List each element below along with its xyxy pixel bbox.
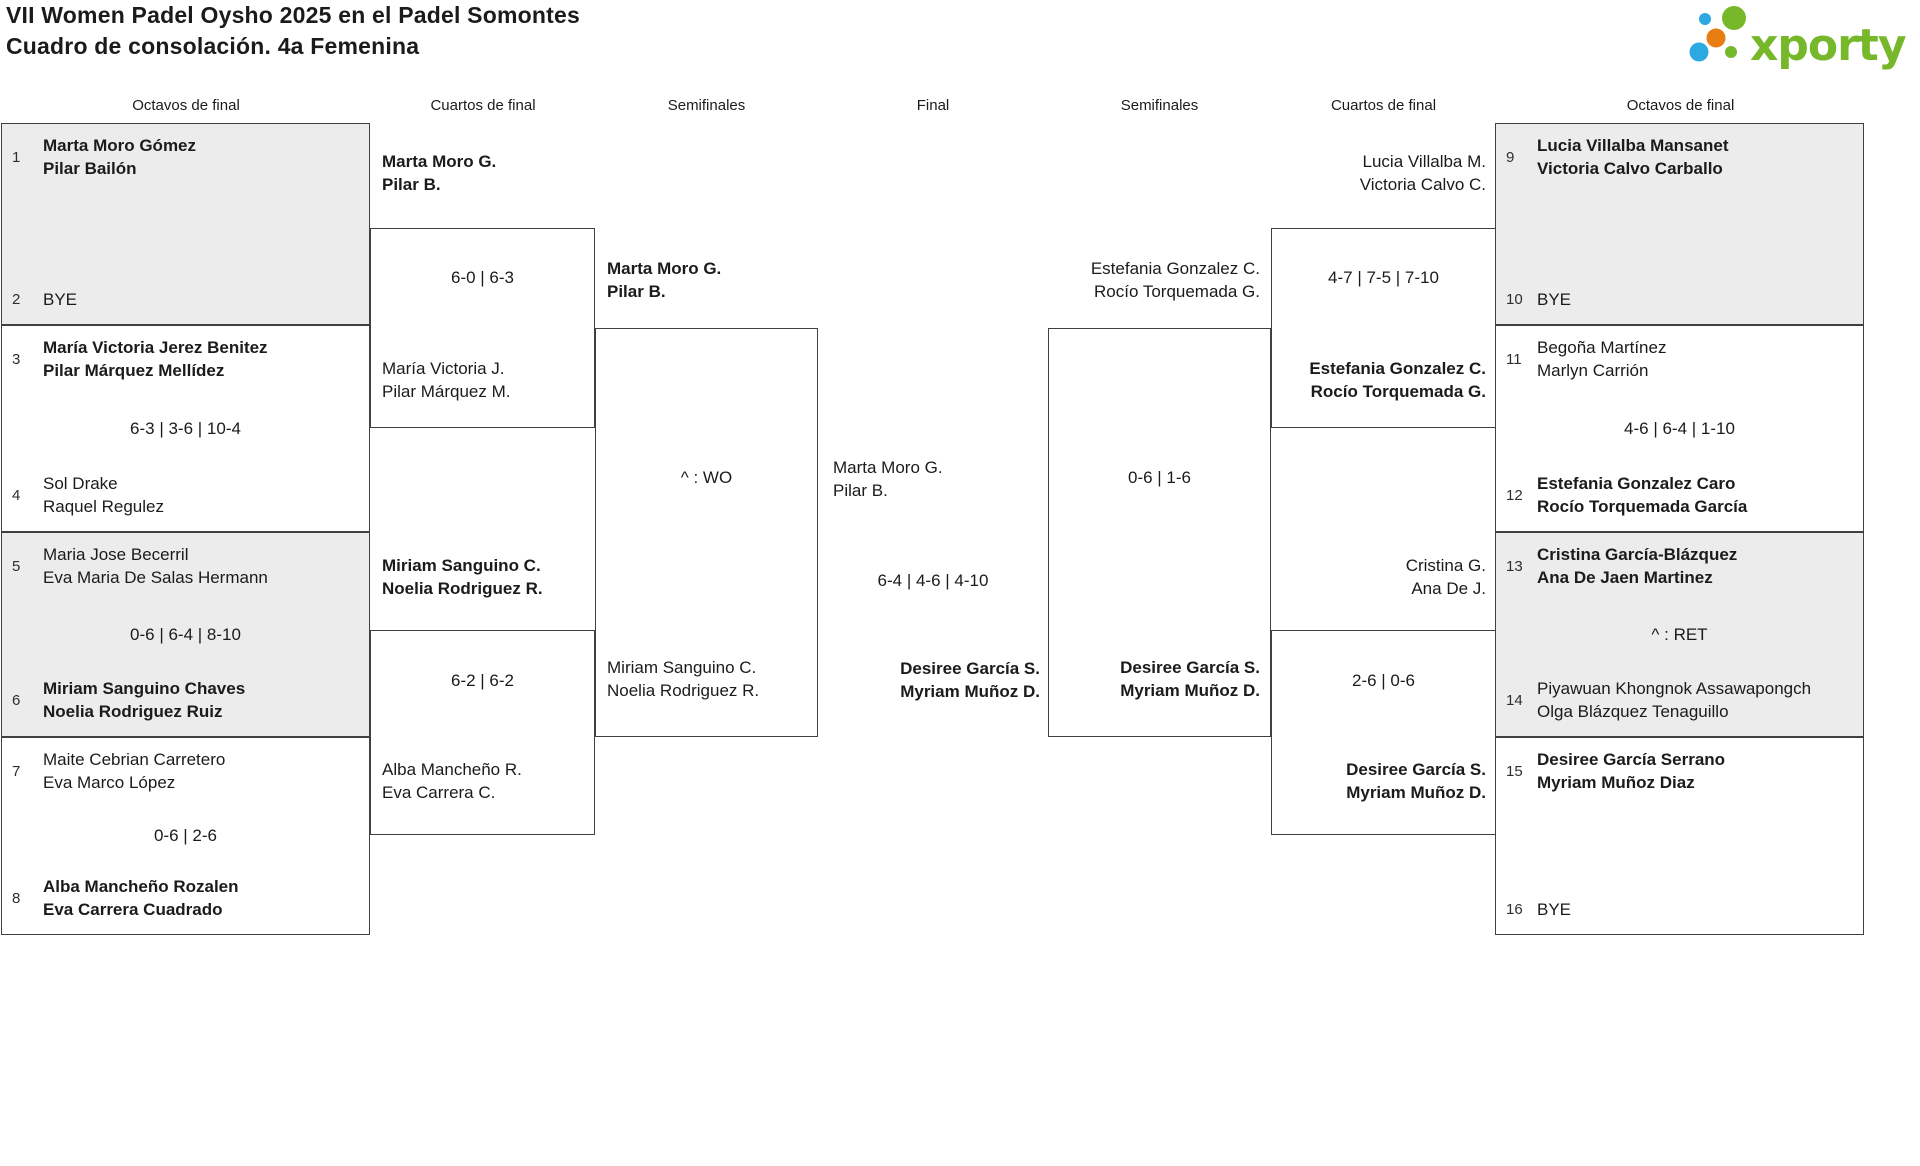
player-name: Rocío Torquemada G.: [1094, 282, 1260, 301]
player-name: Victoria Calvo C.: [1359, 175, 1486, 194]
logo-dot-blue-small: [1699, 13, 1711, 25]
team-rqf2-a: [1261, 554, 1486, 600]
player-name: Marta Moro G.: [607, 259, 722, 278]
page-subtitle: Cuadro de consolación. 4a Femenina: [6, 33, 420, 59]
match-score-final: 6-4 | 4-6 | 4-10: [877, 571, 989, 590]
round-header-semis-left: Semifinales: [667, 97, 746, 114]
player-name: Cristina García-Blázquez: [1537, 545, 1738, 564]
round-header-cuartos-right: Cuartos de final: [1330, 97, 1437, 114]
player-name: Noelia Rodriguez R.: [382, 579, 543, 598]
round-header-final: Final: [916, 97, 950, 114]
player-name: Pilar B.: [833, 481, 888, 500]
team-entry: [12, 748, 225, 794]
round-header-cuartos-left: Cuartos de final: [430, 97, 536, 114]
player-name: Miriam Sanguino C.: [607, 658, 757, 677]
player-name: Pilar B.: [607, 282, 666, 301]
match-box-r16-4: [1495, 737, 1864, 935]
player-name: Eva Maria De Salas Hermann: [43, 568, 268, 587]
round-header-semis-right: Semifinales: [1120, 97, 1199, 114]
team-entry: [1506, 134, 1728, 180]
player-name: Miriam Sanguino C.: [382, 556, 541, 575]
player-name: Victoria Calvo Carballo: [1537, 159, 1723, 178]
team-entry: [12, 336, 268, 382]
player-name: Alba Mancheño Rozalen: [43, 877, 239, 896]
player-name: Ana De J.: [1411, 579, 1486, 598]
player-name: Miriam Sanguino Chaves: [43, 679, 246, 698]
team-rqf1-b: [1261, 357, 1486, 403]
player-name: Desiree García S.: [1120, 658, 1260, 677]
seed-number: 13: [1506, 557, 1523, 575]
team-names: [43, 336, 268, 382]
match-score: ^ : RET: [1651, 624, 1708, 644]
seed-number: 2: [12, 291, 21, 308]
team-entry: [1506, 472, 1747, 518]
team-lsf-a: [607, 257, 721, 303]
player-name: Rocío Torquemada García: [1537, 497, 1748, 516]
team-entry: [12, 677, 245, 723]
match-box-r16-1: [1495, 123, 1864, 325]
player-name: Noelia Rodriguez R.: [607, 681, 760, 700]
team-names: [1537, 677, 1811, 723]
seed-number: 6: [12, 691, 21, 709]
player-name: Desiree García Serrano: [1537, 750, 1726, 769]
match-score: 4-6 | 6-4 | 1-10: [1624, 418, 1735, 438]
round-header-octavos-right: Octavos de final: [1626, 97, 1735, 114]
seed-number: 3: [12, 350, 21, 368]
player-name: Noelia Rodriguez Ruiz: [43, 702, 223, 721]
team-entry: [12, 543, 268, 589]
player-name: Olga Blázquez Tenaguillo: [1537, 702, 1729, 721]
player-name: Pilar Bailón: [43, 159, 137, 178]
seed-number: 14: [1506, 691, 1523, 709]
team-names: [43, 875, 239, 921]
seed-number: 15: [1506, 762, 1523, 780]
player-name: Piyawuan Khongnok Assawapongch: [1537, 679, 1812, 698]
player-name: BYE: [1537, 900, 1572, 919]
player-name: Raquel Regulez: [43, 497, 164, 516]
team-lqf2-b: [382, 758, 522, 804]
seed-number: 10: [1506, 291, 1523, 308]
team-entry: [1506, 677, 1811, 723]
player-name: Estefania Gonzalez C.: [1090, 259, 1260, 278]
match-score-rqf2: 2-6 | 0-6: [1351, 671, 1415, 690]
team-entry: [12, 875, 239, 921]
team-rqf2-b: [1261, 758, 1486, 804]
logo-dot-blue-big: [1690, 43, 1709, 62]
seed-number: 11: [1506, 350, 1522, 368]
match-score: 0-6 | 6-4 | 8-10: [130, 624, 241, 644]
team-names: [1537, 898, 1571, 921]
player-name: Lucia Villalba Mansanet: [1537, 136, 1729, 155]
team-names: [1537, 748, 1725, 794]
player-name: Alba Mancheño R.: [382, 760, 522, 779]
player-name: Estefania Gonzalez Caro: [1537, 474, 1736, 493]
team-names: [43, 288, 77, 311]
team-names: [1537, 288, 1571, 311]
team-entry: [12, 288, 77, 311]
team-names: [43, 134, 196, 180]
team-lqf2-a: [382, 554, 543, 600]
player-name: Pilar Márquez M.: [382, 382, 511, 401]
xporty-logo[interactable]: [1688, 4, 1916, 74]
team-names: [1537, 543, 1737, 589]
team-final-b: [818, 657, 1040, 703]
logo-dot-orange: [1707, 29, 1726, 48]
logo-text: xporty: [1750, 20, 1906, 71]
player-name: Marta Moro Gómez: [43, 136, 197, 155]
player-name: BYE: [43, 290, 78, 309]
team-entry: [12, 472, 164, 518]
page-title: VII Women Padel Oysho 2025 en el Padel Somontes: [6, 2, 580, 28]
team-lqf1-b: [382, 357, 510, 403]
seed-number: 5: [12, 557, 21, 575]
player-name: Eva Carrera Cuadrado: [43, 900, 223, 919]
player-name: Desiree García S.: [900, 659, 1040, 678]
seed-number: 8: [12, 889, 21, 907]
player-name: Sol Drake: [43, 474, 118, 493]
team-lqf1-a: [382, 150, 496, 196]
player-name: Marta Moro G.: [382, 152, 497, 171]
seed-number: 9: [1506, 148, 1515, 166]
player-name: Rocío Torquemada G.: [1310, 382, 1486, 401]
player-name: Desiree García S.: [1346, 760, 1486, 779]
match-score: 6-3 | 3-6 | 10-4: [130, 418, 241, 438]
team-entry: [12, 134, 196, 180]
player-name: Maite Cebrian Carretero: [43, 750, 226, 769]
match-box-l16-3: [1, 532, 370, 737]
logo-dot-green-big: [1722, 6, 1746, 30]
team-lsf-b: [607, 656, 759, 702]
match-box-lqf-2: [370, 630, 595, 835]
team-entry: [1506, 748, 1725, 794]
team-entry: [1506, 543, 1737, 589]
team-entry: [1506, 336, 1666, 382]
match-box-l16-4: [1, 737, 370, 935]
team-final-a: [833, 456, 943, 502]
match-box-r16-3: [1495, 532, 1864, 737]
player-name: Estefania Gonzalez C.: [1309, 359, 1486, 378]
player-name: Eva Marco López: [43, 773, 176, 792]
match-score-lqf2: 6-2 | 6-2: [450, 671, 514, 690]
match-score-rqf1: 4-7 | 7-5 | 7-10: [1328, 268, 1439, 287]
match-score-lqf1: 6-0 | 6-3: [450, 268, 514, 287]
player-name: Eva Carrera C.: [382, 783, 496, 802]
team-entry: [1506, 288, 1571, 311]
match-box-rqf-2: [1271, 630, 1496, 835]
player-name: María Victoria Jerez Benitez: [43, 338, 268, 357]
match-score: 0-6 | 2-6: [153, 826, 217, 845]
seed-number: 4: [12, 486, 21, 504]
team-names: [1537, 472, 1747, 518]
player-name: Marlyn Carrión: [1537, 361, 1649, 380]
player-name: Begoña Martínez: [1537, 338, 1667, 357]
team-names: [43, 472, 164, 518]
logo-dot-green-small: [1725, 46, 1737, 58]
match-score-lsf: ^ : WO: [680, 468, 733, 487]
player-name: Pilar B.: [382, 175, 441, 194]
seed-number: 7: [12, 762, 21, 780]
round-header-octavos-left: Octavos de final: [132, 97, 240, 114]
team-names: [1537, 134, 1728, 180]
seed-number: 12: [1506, 486, 1523, 504]
player-name: Lucia Villalba M.: [1362, 152, 1486, 171]
team-names: [43, 543, 268, 589]
team-names: [1537, 336, 1666, 382]
player-name: María Victoria J.: [382, 359, 505, 378]
player-name: Myriam Muñoz D.: [900, 682, 1040, 701]
team-names: [43, 748, 225, 794]
seed-number: 1: [12, 148, 21, 166]
match-score-rsf: 0-6 | 1-6: [1127, 468, 1191, 487]
match-box-r16-2: [1495, 325, 1864, 532]
player-name: Myriam Muñoz D.: [1120, 681, 1260, 700]
team-rqf1-a: [1261, 150, 1486, 196]
team-rsf-b: [1038, 656, 1260, 702]
seed-number: 16: [1506, 901, 1523, 918]
player-name: Myriam Muñoz Diaz: [1537, 773, 1695, 792]
team-rsf-a: [1038, 257, 1260, 303]
player-name: Ana De Jaen Martinez: [1537, 568, 1713, 587]
player-name: Maria Jose Becerril: [43, 545, 189, 564]
player-name: Marta Moro G.: [833, 458, 943, 477]
player-name: Cristina G.: [1405, 556, 1486, 575]
player-name: BYE: [1537, 290, 1572, 309]
match-box-l16-2: [1, 325, 370, 532]
team-entry: [1506, 898, 1571, 921]
player-name: Pilar Márquez Mellídez: [43, 361, 225, 380]
team-names: [43, 677, 245, 723]
player-name: Myriam Muñoz D.: [1346, 783, 1486, 802]
match-box-l16-1: [1, 123, 370, 325]
